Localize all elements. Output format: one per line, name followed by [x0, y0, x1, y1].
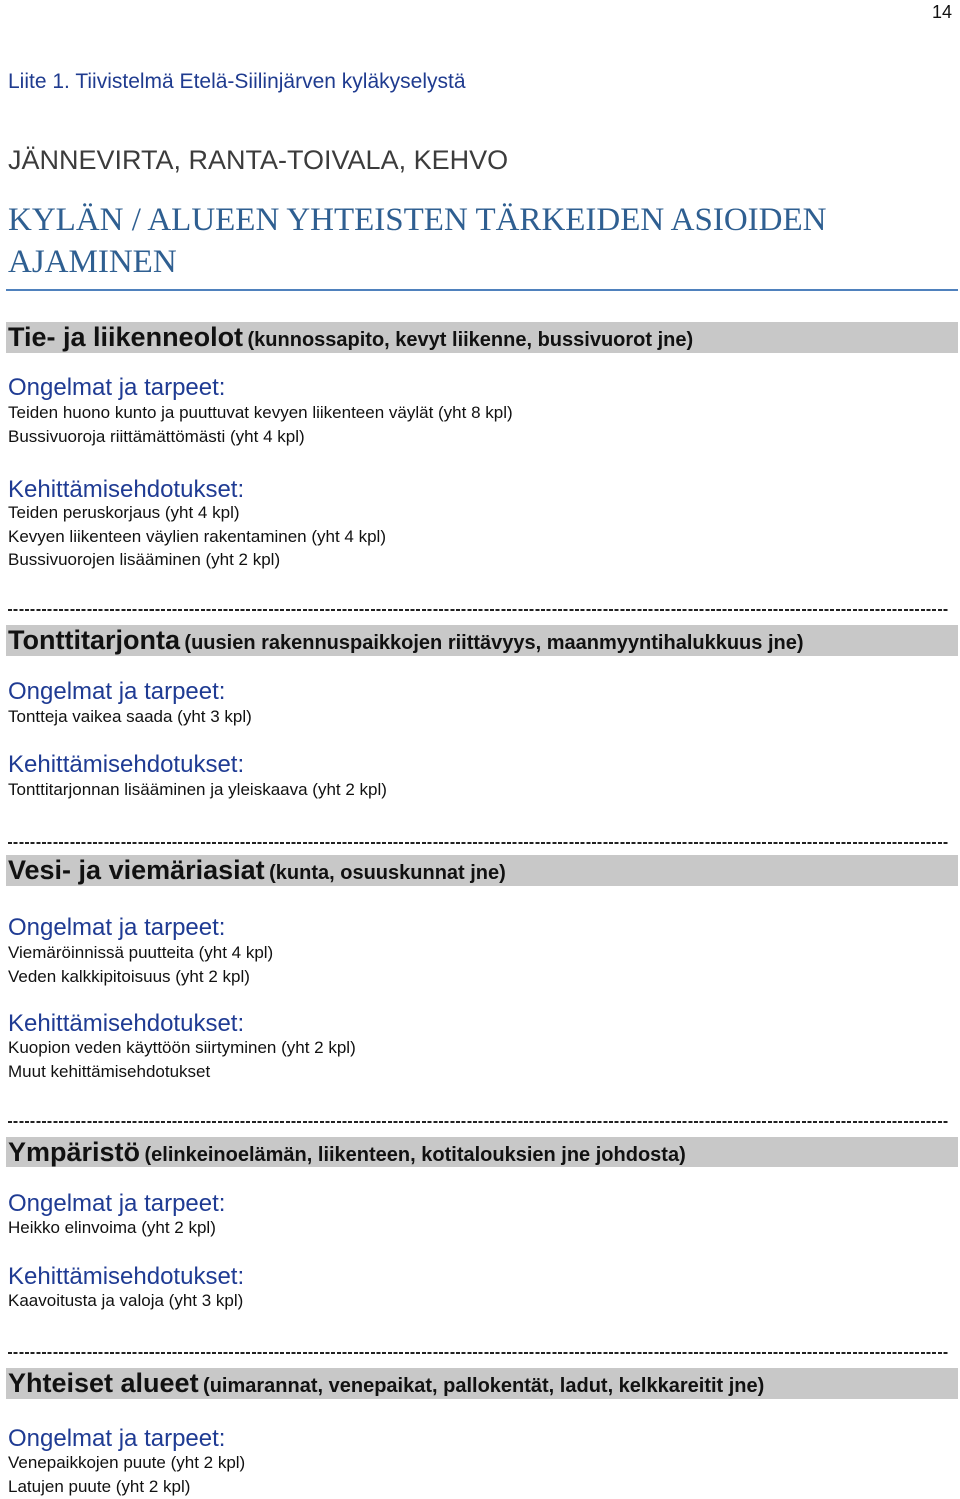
section-title: Yhteiset alueet	[8, 1368, 199, 1398]
area-title: JÄNNEVIRTA, RANTA-TOIVALA, KEHVO	[8, 145, 509, 175]
problems-list	[8, 1216, 216, 1240]
problems-label: Ongelmat ja tarpeet:	[8, 914, 226, 941]
section-title: Tie- ja liikenneolot	[8, 322, 244, 352]
problems-list	[8, 705, 252, 729]
suggestions-label: Kehittämisehdotukset:	[8, 1010, 245, 1037]
suggestions-list	[8, 778, 387, 802]
problems-label: Ongelmat ja tarpeet:	[8, 678, 226, 705]
list-item: Tontteja vaikea saada (yht 3 kpl)	[8, 707, 252, 726]
suggestions-label: Kehittämisehdotukset:	[8, 1263, 245, 1290]
dashed-separator	[8, 609, 948, 611]
list-item: Heikko elinvoima (yht 2 kpl)	[8, 1218, 216, 1237]
section-title: Tonttitarjonta	[8, 625, 180, 655]
list-item: Venepaikkojen puute (yht 2 kpl)	[8, 1453, 246, 1472]
suggestions-list	[8, 501, 386, 572]
list-item: Kuopion veden käyttöön siirtyminen (yht 2 kpl)	[8, 1038, 356, 1057]
dashed-separator	[8, 842, 948, 844]
problems-list	[8, 1451, 245, 1498]
section-title-detail: (kunnossapito, kevyt liikenne, bussivuorot jne)	[247, 329, 694, 351]
list-item: Kaavoitusta ja valoja (yht 3 kpl)	[8, 1291, 244, 1310]
suggestions-label: Kehittämisehdotukset:	[8, 751, 245, 778]
heading-rule	[6, 289, 958, 291]
section-title-detail: (elinkeinoelämän, liikenteen, kotitalouksien jne johdosta)	[144, 1144, 686, 1166]
section-title-detail: (kunta, osuuskunnat jne)	[269, 862, 506, 884]
suggestions-list	[8, 1289, 243, 1313]
list-item: Veden kalkkipitoisuus (yht 2 kpl)	[8, 966, 250, 986]
list-item: Teiden peruskorjaus (yht 4 kpl)	[8, 503, 240, 522]
theme-title	[8, 199, 827, 283]
section-heading-bar	[6, 1137, 958, 1167]
suggestions-label: Kehittämisehdotukset:	[8, 476, 245, 503]
problems-label: Ongelmat ja tarpeet:	[8, 1190, 226, 1217]
dashed-separator	[8, 1121, 948, 1123]
list-item: Bussivuorojen lisääminen (yht 2 kpl)	[8, 550, 281, 569]
section-heading-bar	[6, 322, 958, 353]
theme-title-line: AJAMINEN	[8, 244, 177, 280]
list-item: Tonttitarjonnan lisääminen ja yleiskaava (yht 2 kpl)	[8, 780, 387, 799]
problems-label: Ongelmat ja tarpeet:	[8, 374, 226, 401]
section-title: Vesi- ja viemäriasiat	[8, 855, 265, 885]
list-item: Teiden huono kunto ja puuttuvat kevyen liikenteen väylät (yht 8 kpl)	[8, 403, 513, 422]
dashed-separator	[8, 1352, 948, 1354]
section-heading-bar	[6, 1368, 958, 1399]
problems-list	[8, 401, 513, 448]
suggestions-list	[8, 1036, 356, 1083]
theme-title-line: KYLÄN / ALUEEN YHTEISTEN TÄRKEIDEN ASIOIDEN	[8, 202, 827, 238]
list-item: Latujen puute (yht 2 kpl)	[8, 1476, 191, 1496]
list-item: Bussivuoroja riittämättömästi (yht 4 kpl)	[8, 426, 305, 446]
section-title: Ympäristö	[8, 1137, 141, 1167]
problems-list	[8, 941, 273, 988]
section-title-detail: (uusien rakennuspaikkojen riittävyys, maanmyyntihalukkuus jne)	[184, 632, 804, 654]
list-item: Viemäröinnissä puutteita (yht 4 kpl)	[8, 943, 274, 962]
section-title-detail: (uimarannat, venepaikat, pallokentät, ladut, kelkkareitit jne)	[203, 1375, 765, 1397]
list-item: Kevyen liikenteen väylien rakentaminen (yht 4 kpl)	[8, 526, 386, 546]
appendix-title: Liite 1. Tiivistelmä Etelä-Siilinjärven kyläkyselystä	[8, 70, 466, 93]
problems-label: Ongelmat ja tarpeet:	[8, 1425, 226, 1452]
page-number: 14	[931, 2, 952, 22]
section-heading-bar	[6, 855, 958, 886]
list-item: Muut kehittämisehdotukset	[8, 1061, 211, 1081]
section-heading-bar	[6, 625, 958, 656]
